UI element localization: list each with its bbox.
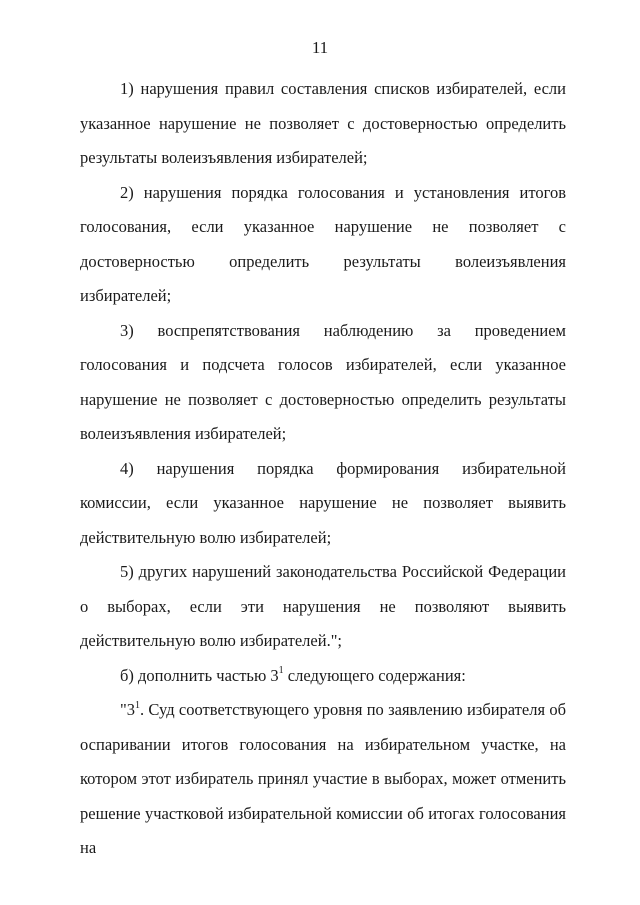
list-item-1: 1) нарушения правил составления списков избирателей, если указанное нарушение не позволяет с достоверностью определить результаты волеизъявления избирателей; <box>80 79 566 167</box>
superscript: 1 <box>278 665 284 676</box>
quoted-part-text: . Суд соответствующего уровня по заявлению избирателя об оспаривании итогов голосования на избирательном участке, на котором этот избиратель принял участие в выборах, может отменить решение участковой избирательной комиссии об итогах голосования на <box>80 700 566 857</box>
list-item-4: 4) нарушения порядка формирования избирательной комиссии, если указанное нарушение не позволяет выявить действительную волю избирателей; <box>80 458 566 547</box>
amendment-b-tail: следующего содержания: <box>283 665 466 685</box>
amendment-b-paragraph <box>80 659 566 694</box>
list-item-3: 3) воспрепятствования наблюдению за проведением голосования и подсчета голосов избирателей, если указанное нарушение не позволяет с достоверностью определить результаты волеизъявления избирателей; <box>80 320 566 443</box>
quoted-part-number: "3 <box>120 700 135 719</box>
amendment-b-text: б) дополнить частью 3 <box>120 665 279 685</box>
superscript: 1 <box>135 699 140 711</box>
document-body <box>80 72 566 866</box>
list-item-5: 5) других нарушений законодательства Российской Федерации о выборах, если эти нарушения не позволяют выявить действительную волю избирателей."; <box>80 562 566 650</box>
page-number: 11 <box>311 38 329 57</box>
list-item-2: 2) нарушения порядка голосования и установления итогов голосования, если указанное нарушение не позволяет с достоверностью определить результаты волеизъявления избирателей; <box>80 182 566 305</box>
quoted-part-paragraph <box>80 693 566 866</box>
